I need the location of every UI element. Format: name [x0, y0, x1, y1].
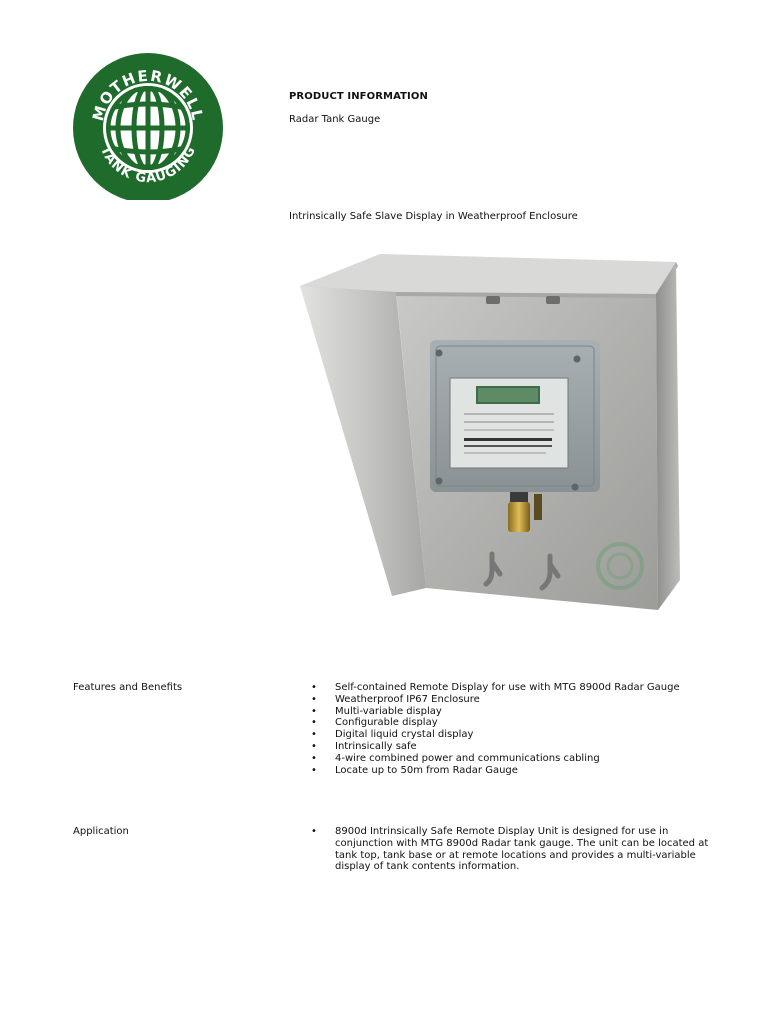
list-item: • 8900d Intrinsically Safe Remote Display Unit is designed for use in conjunction with MTG 8900d Radar tank gauge. The unit can be located at tank top, tank base or at remote locations and provides a multi-variable display of tank contents information.	[310, 826, 710, 873]
application-list	[310, 826, 710, 873]
product-photo	[296, 250, 684, 612]
list-item: • Self-contained Remote Display for use with MTG 8900d Radar Gauge	[310, 682, 680, 694]
list-item: • Locate up to 50m from Radar Gauge	[310, 765, 680, 777]
product-subtitle: Radar Tank Gauge	[289, 114, 381, 125]
list-item: • Configurable display	[310, 717, 680, 729]
list-item: • Weatherproof IP67 Enclosure	[310, 694, 680, 706]
features-label: Features and Benefits	[73, 682, 183, 693]
motherwell-logo	[70, 52, 226, 200]
page-heading: PRODUCT INFORMATION	[289, 91, 428, 102]
list-item: • Multi-variable display	[310, 706, 680, 718]
svg-text:TANK GAUGING: TANK GAUGING	[96, 143, 200, 187]
application-label: Application	[73, 826, 129, 837]
svg-text:MOTHERWELL: MOTHERWELL	[88, 66, 207, 123]
features-list	[310, 682, 680, 776]
product-caption: Intrinsically Safe Slave Display in Weatherproof Enclosure	[289, 211, 578, 222]
list-item: • Digital liquid crystal display	[310, 729, 680, 741]
list-item: • Intrinsically safe	[310, 741, 680, 753]
list-item: • 4-wire combined power and communications cabling	[310, 753, 680, 765]
